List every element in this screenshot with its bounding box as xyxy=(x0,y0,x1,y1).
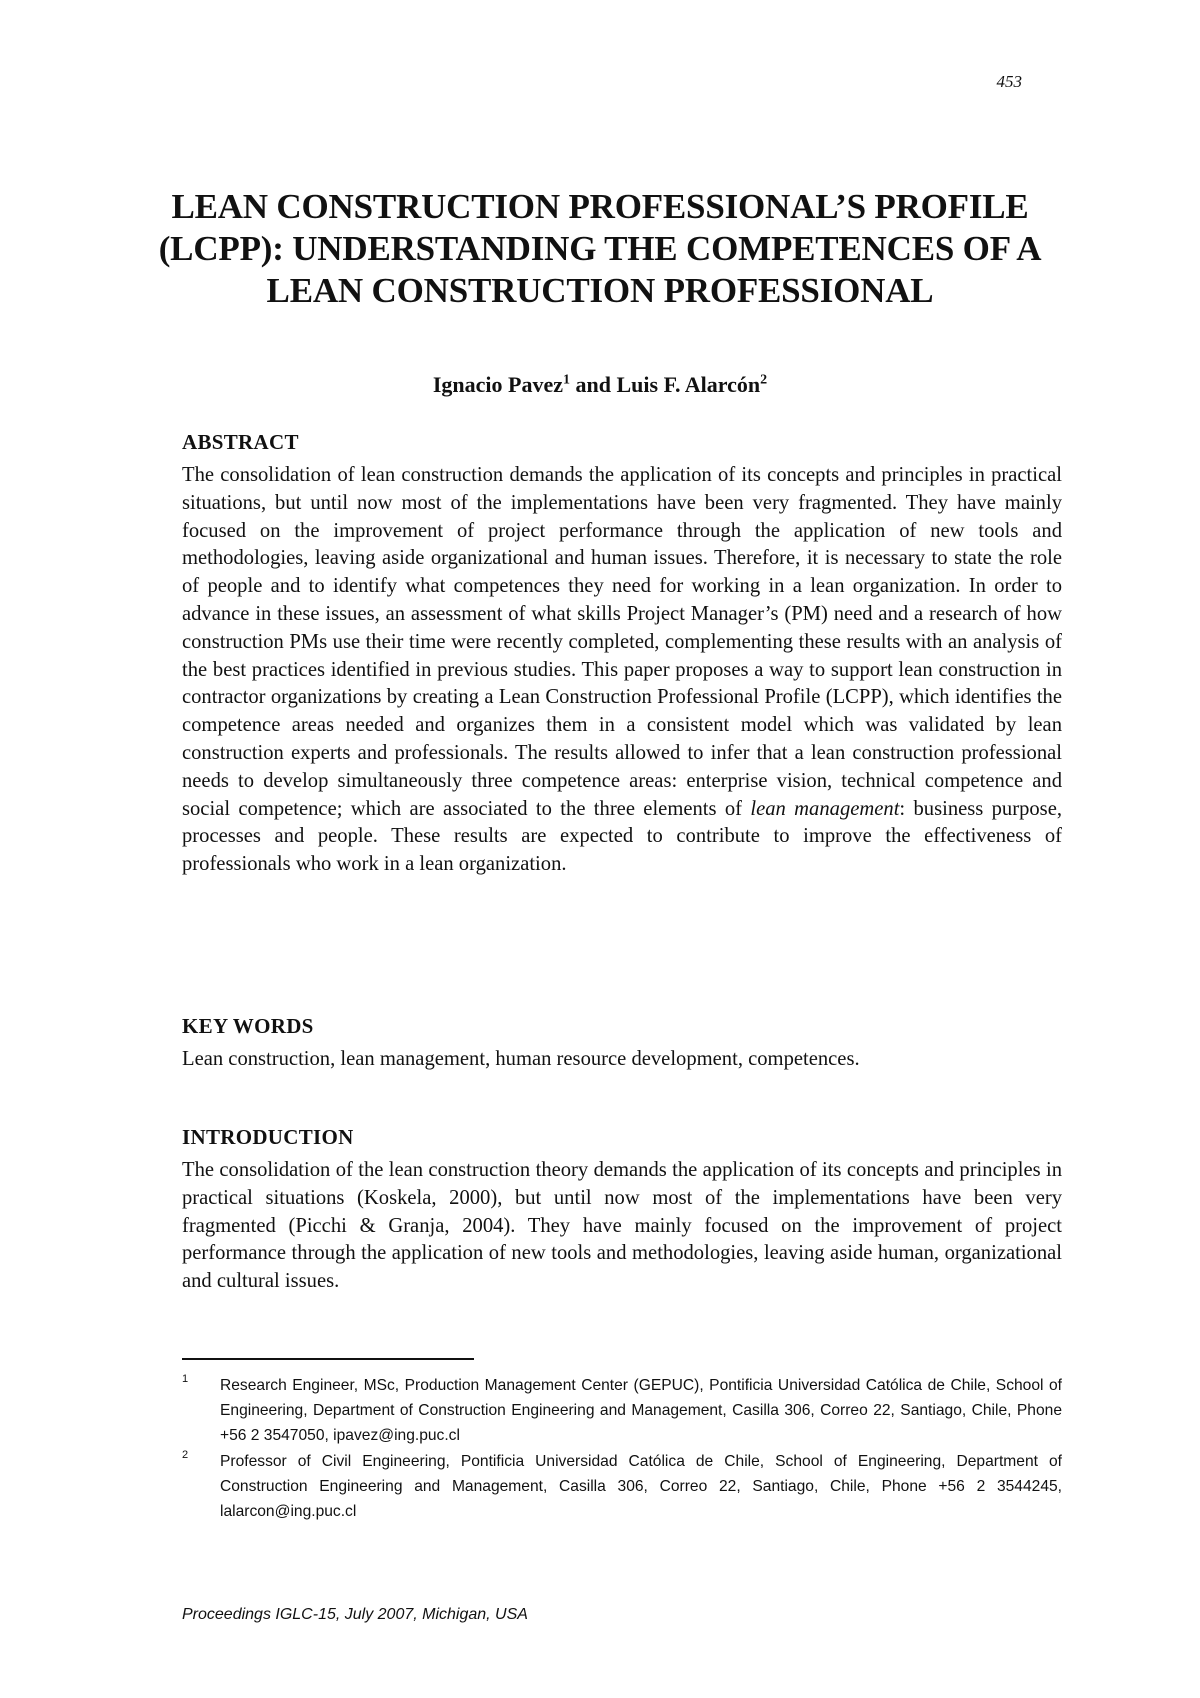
footnote-marker: 1 xyxy=(563,372,570,388)
page-number: 453 xyxy=(996,72,1022,91)
keywords-text: Lean construction, lean management, human resource development, competences. xyxy=(182,1048,860,1070)
abstract-italic-term: lean management xyxy=(750,797,900,820)
footnote-mark: 1 xyxy=(182,1373,189,1385)
footnote-text: Professor of Civil Engineering, Pontificia Universidad Católica de Chile, School of Engineering, Department of Construction Engineering and Management, Casilla 306, Correo 22, Santiago, Chile, Phone +56 2 3544245, lalarcon@ing.puc.cl xyxy=(220,1453,1062,1520)
footnote-text: Research Engineer, MSc, Production Management Center (GEPUC), Pontificia Universidad Católica de Chile, School of Engineering, Department of Construction Engineering and Management, Casilla 306, Correo 22, Santiago, Chile, Phone +56 2 3547050, ipavez@ing.puc.cl xyxy=(220,1377,1062,1444)
author-line xyxy=(150,372,1050,398)
abstract-text-end: : business purpose, processes and people. These results are expected to contribute to improve the effectiveness of professionals who work in a lean organization. xyxy=(182,797,1062,876)
footnote-mark: 2 xyxy=(182,1449,189,1461)
footnote-divider xyxy=(182,1358,474,1360)
footnote xyxy=(182,1449,1062,1524)
abstract-heading: ABSTRACT xyxy=(182,430,299,454)
author-name: Ignacio Pavez xyxy=(432,372,563,397)
introduction-text: The consolidation of the lean construction theory demands the application of its concepts and principles in practical situations (Koskela, 2000), but until now most of the implementations have been very fragmented (Picchi & Granja, 2004). They have mainly focused on the improvement of project performance through the application of new tools and methodologies, leaving aside human, organizational and cultural issues. xyxy=(182,1159,1062,1293)
introduction-heading: INTRODUCTION xyxy=(182,1125,354,1149)
author-joiner: and xyxy=(575,372,611,397)
proceedings-footer: Proceedings IGLC-15, July 2007, Michigan, USA xyxy=(182,1606,528,1623)
keywords-heading: KEY WORDS xyxy=(182,1014,314,1038)
abstract-text xyxy=(182,462,1062,879)
abstract-text-main: The consolidation of lean construction demands the application of its concepts and principles in practical situations, but until now most of the implementations have been very fragmented. They have mainly focused on the improvement of project performance through the application of new tools and methodologies, leaving aside organizational and human issues. Therefore, it is necessary to state the role of people and to identify what competences they need for working in a lean organization. In order to advance in these issues, an assessment of what skills Project Manager’s (PM) need and a research of how construction PMs use their time were recently completed, complementing these results with an analysis of the best practices identified in previous studies. This paper proposes a way to support lean construction in contractor organizations by creating a Lean Construction Professional Profile (LCPP), which identifies the competence areas needed and organizes them in a consistent model which was validated by lean construction experts and professionals. The results allowed to infer that a lean construction professional needs to develop simultaneously three competence areas: enterprise vision, technical competence and social competence; which are associated to the three elements of xyxy=(182,464,1062,820)
footnote-marker: 2 xyxy=(760,372,768,388)
author-name: Luis F. Alarcón xyxy=(616,372,761,397)
footnote xyxy=(182,1373,1062,1448)
paper-title: LEAN CONSTRUCTION PROFESSIONAL’S PROFILE (LCPP): UNDERSTANDING THE COMPETENCES OF A LEAN CONSTRUCTION PROFESSIONAL xyxy=(158,187,1042,310)
